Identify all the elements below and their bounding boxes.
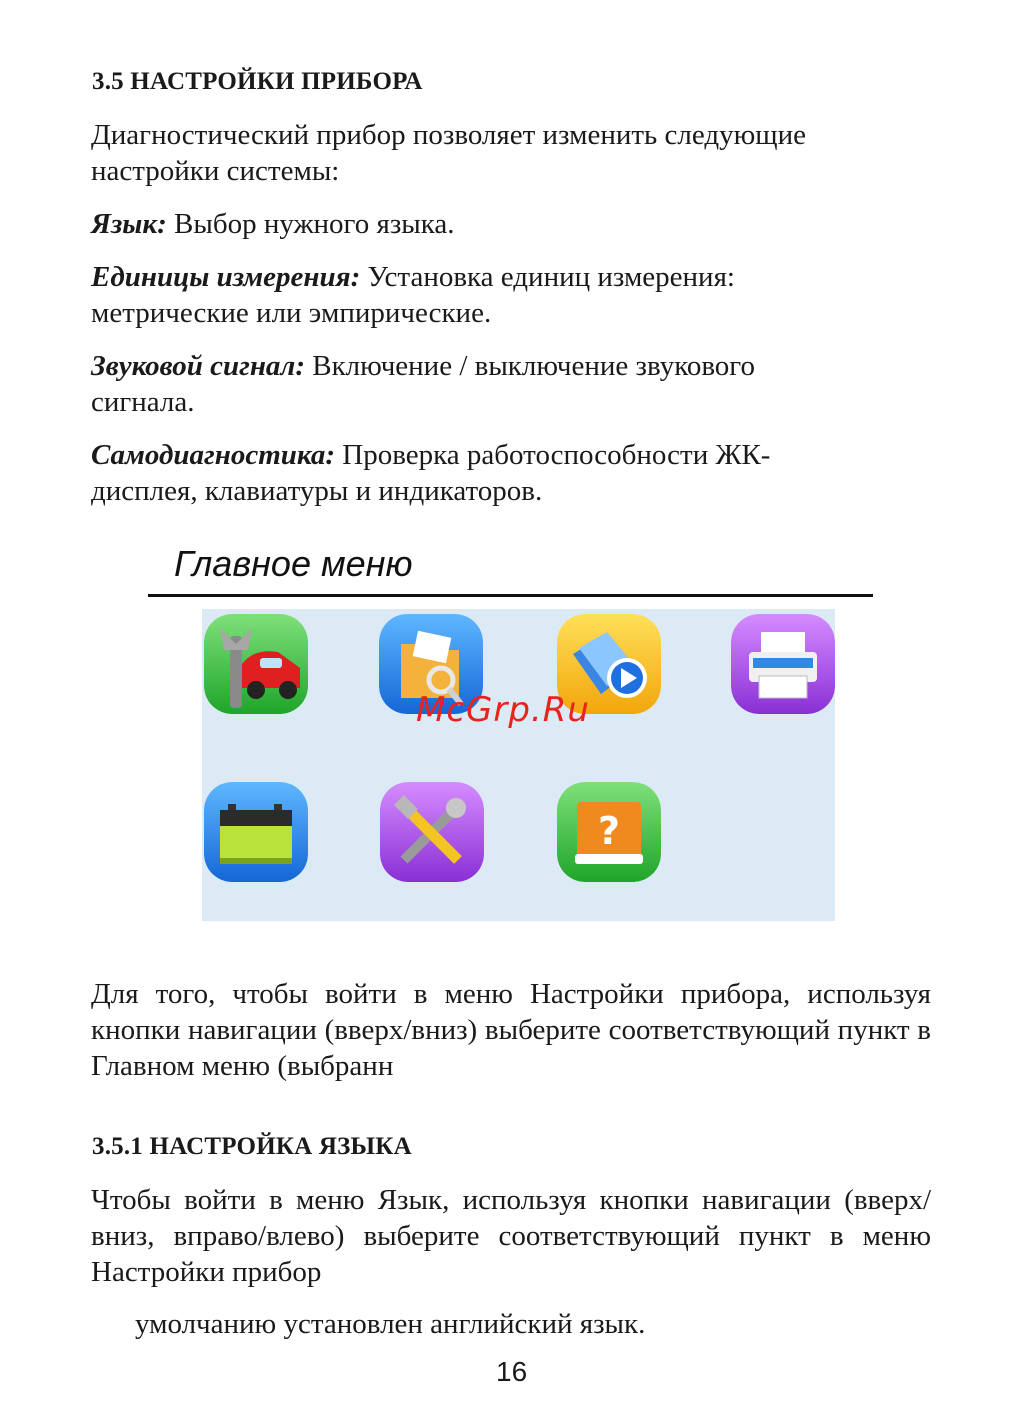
setting-selftest (91, 437, 861, 509)
section-heading: 3.5 НАСТРОЙКИ ПРИБОРА (92, 68, 423, 95)
setting-desc: Выбор нужного языка. (166, 208, 455, 240)
main-menu-screen (202, 609, 835, 921)
print-icon[interactable] (731, 614, 835, 714)
setting-desc: Включение / выключение звукового сигнала. (91, 350, 755, 418)
battery-icon[interactable] (204, 782, 308, 882)
tools-icon[interactable] (380, 782, 484, 882)
help-book-icon[interactable] (557, 782, 661, 882)
language-tail: умолчанию установлен английский язык. (135, 1308, 646, 1340)
main-menu-title: Главное меню (174, 543, 413, 584)
language-paragraph: Чтобы войти в меню Язык, используя кнопки навигации (вверх/вниз, вправо/влево) выберите соответствующий пункт в меню Настройки прибор (91, 1184, 931, 1288)
setting-term: Единицы измерения: (91, 261, 361, 293)
setting-sound (91, 348, 851, 420)
setting-language (91, 206, 931, 242)
setting-units (91, 259, 821, 331)
setting-term: Самодиагностика: (91, 439, 336, 471)
watermark: McGrp.Ru (416, 690, 590, 730)
svg-text:?: ? (597, 809, 621, 853)
subsection-heading: 3.5.1 НАСТРОЙКА ЯЗЫКА (92, 1133, 412, 1160)
diagnostics-icon[interactable] (204, 614, 308, 714)
intro-paragraph: Диагностический прибор позволяет изменить следующие настройки системы: (91, 119, 806, 187)
page-number: 16 (496, 1356, 528, 1387)
menu-title-rule (148, 594, 873, 597)
setting-desc: Установка единиц измерения: метрические или эмпирические. (91, 261, 735, 329)
setting-term: Звуковой сигнал: (91, 350, 305, 382)
setting-term: Язык: (91, 208, 167, 240)
setting-desc: Проверка работоспособности ЖК-дисплея, клавиатуры и индикаторов. (91, 439, 771, 507)
navigation-paragraph: Для того, чтобы войти в меню Настройки прибора, используя кнопки навигации (вверх/вниз) выберите соответствующий пункт в Главном меню (выбранн (91, 978, 931, 1082)
